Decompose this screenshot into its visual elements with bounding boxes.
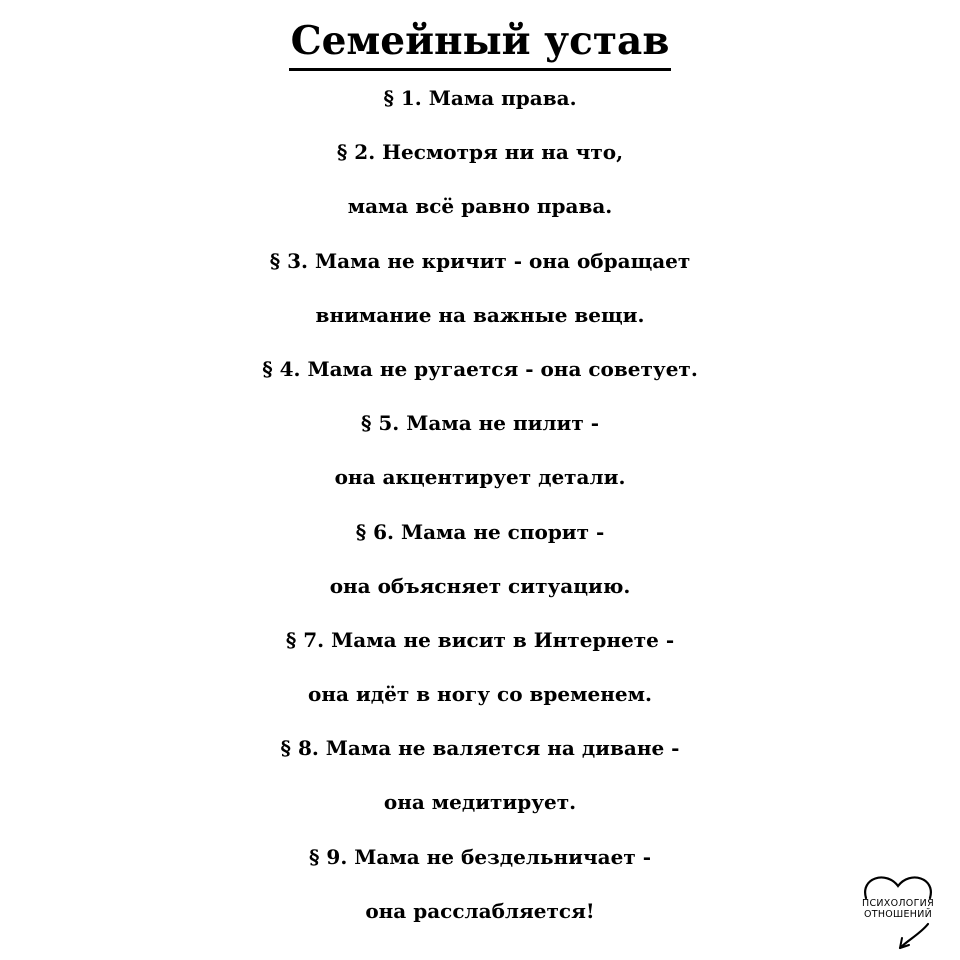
rule-6-line-b: она объясняет ситуацию. — [329, 573, 631, 598]
rule-9-line-a: § 9. Мама не бездельничает - — [309, 844, 651, 869]
rule-7-line-b: она идёт в ногу со временем. — [308, 682, 652, 707]
rule-9-line-b: она расслабляется! — [365, 898, 595, 923]
rule-8-line-b: она медитирует. — [383, 790, 577, 815]
rule-3-line-a: § 3. Мама не кричит - она обращает — [269, 248, 691, 273]
rule-3-line-b: внимание на важные вещи. — [315, 302, 645, 327]
rule-1-line: § 1. Мама права. — [383, 86, 577, 110]
rule-5-line-b: она акцентирует детали. — [334, 465, 626, 490]
rule-2-line-a: § 2. Несмотря ни на что, — [336, 140, 624, 165]
rule-8-line-a: § 8. Мама не валяется на диване - — [280, 736, 680, 761]
document-title: Семейный устав — [289, 14, 672, 71]
rule-5-line-a: § 5. Мама не пилит - — [360, 411, 600, 436]
psychology-relations-logo — [848, 868, 948, 956]
rule-7-line-a: § 7. Мама не висит в Интернете - — [285, 627, 675, 652]
logo-text-line1: ПСИХОЛОГИЯ — [862, 898, 934, 909]
logo-text-line2: ОТНОШЕНИЙ — [863, 909, 933, 920]
document — [0, 14, 960, 938]
rule-4-line: § 4. Мама не ругается - она советует. — [262, 356, 698, 381]
rule-2-line-b: мама всё равно права. — [347, 194, 613, 219]
rule-6-line-a: § 6. Мама не спорит - — [355, 519, 605, 544]
